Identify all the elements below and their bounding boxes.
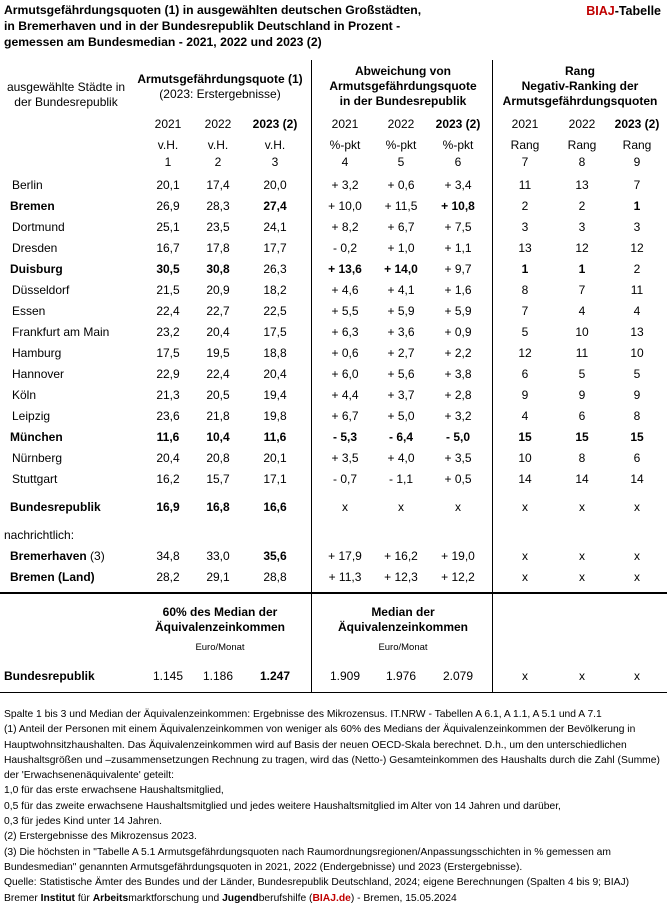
- table-cell: 11,6: [263, 430, 287, 444]
- table-cell: 22,5: [263, 304, 287, 318]
- table-cell: 26,9: [156, 199, 180, 213]
- table-cell: 19,4: [263, 388, 287, 402]
- table-cell: 4: [521, 409, 529, 423]
- table-cell: 20,1: [156, 178, 180, 192]
- table-cell: + 4,1: [387, 283, 415, 297]
- table-cell: + 10,8: [441, 199, 475, 213]
- table-cell: 1.976: [385, 669, 417, 683]
- table-cell: + 14,0: [384, 262, 418, 276]
- table-cell: 1.909: [329, 669, 361, 683]
- table-cell: + 11,3: [328, 570, 362, 584]
- table-cell: + 10,0: [328, 199, 362, 213]
- table-cell: 1: [521, 262, 529, 276]
- table-cell: 8: [521, 283, 529, 297]
- table-cell: 15: [630, 430, 644, 444]
- table-cell: 13: [518, 241, 532, 255]
- table-cell: x: [455, 500, 461, 514]
- year-header: 2022: [204, 117, 232, 131]
- table-cell: 20,4: [206, 325, 230, 339]
- table-cell: 35,6: [263, 549, 287, 563]
- column-number: 3: [271, 155, 279, 169]
- quote-group-header: Armutsgefährdungsquote (1) (2023: Erstergebnisse): [137, 72, 303, 101]
- table-cell: 17,8: [206, 241, 230, 255]
- table-cell: 13: [630, 325, 644, 339]
- table-cell: + 8,2: [331, 220, 359, 234]
- city-name: Duisburg: [10, 262, 63, 276]
- year-header: 2022: [568, 117, 596, 131]
- table-cell: 11: [518, 178, 532, 192]
- table-cell: + 0,5: [444, 472, 472, 486]
- table-cell: + 3,7: [387, 388, 415, 402]
- table-cell: + 4,6: [331, 283, 359, 297]
- table-cell: 22,9: [156, 367, 180, 381]
- table-cell: 11: [630, 283, 644, 297]
- table-cell: 5: [578, 367, 586, 381]
- table-cell: 1: [633, 199, 641, 213]
- table-cell: 15,7: [206, 472, 230, 486]
- table-cell: + 3,2: [331, 178, 359, 192]
- unit-header: v.H.: [157, 138, 179, 152]
- table-cell: 10: [518, 451, 532, 465]
- table-cell: 7: [521, 304, 529, 318]
- table-cell: 28,2: [156, 570, 180, 584]
- table-cell: x: [579, 549, 585, 563]
- divider-1: [311, 60, 312, 593]
- table-cell: 7: [633, 178, 641, 192]
- table-cell: + 3,6: [387, 325, 415, 339]
- column-number: 2: [214, 155, 222, 169]
- note-source-columns: Spalte 1 bis 3 und Median der Äquivalenzeinkommen: Ergebnisse des Mikrozensus. IT.NRW - Tabellen A 6.1, A 1.1, A 5.1 und A 7.1: [4, 709, 602, 720]
- table-cell: 11,6: [156, 430, 180, 444]
- table-cell: 3: [633, 220, 641, 234]
- table-cell: + 0,9: [444, 325, 472, 339]
- table-cell: 14: [630, 472, 644, 486]
- unit-header: Rang: [510, 138, 540, 152]
- table-cell: + 3,5: [331, 451, 359, 465]
- table-cell: 29,1: [206, 570, 230, 584]
- table-cell: + 2,7: [387, 346, 415, 360]
- publisher-line: Bremer Institut für Arbeitsmarktforschung und Jugendberufshilfe (BIAJ.de) - Bremen, 15.05.2024: [4, 892, 457, 904]
- city-name: Leipzig: [12, 409, 51, 423]
- column-number: 5: [397, 155, 405, 169]
- table-cell: - 0,7: [332, 472, 357, 486]
- section-divider: [0, 592, 667, 594]
- table-cell: + 6,0: [331, 367, 359, 381]
- table-cell: + 1,0: [387, 241, 415, 255]
- table-cell: 1.145: [152, 669, 184, 683]
- table-cell: 9: [521, 388, 529, 402]
- table-cell: + 12,3: [384, 570, 418, 584]
- city-name: Frankfurt am Main: [12, 325, 110, 339]
- table-cell: - 0,2: [332, 241, 357, 255]
- rank-group-header: Rang Negativ-Ranking der Armutsgefährdungsquoten: [502, 64, 658, 108]
- unit-header: Rang: [567, 138, 597, 152]
- table-cell: 6: [633, 451, 641, 465]
- year-header: 2022: [387, 117, 415, 131]
- brand-red: BIAJ: [586, 4, 615, 18]
- table-cell: 20,0: [263, 178, 287, 192]
- city-name: Stuttgart: [12, 472, 58, 486]
- column-number: 4: [341, 155, 349, 169]
- table-cell: 17,7: [263, 241, 287, 255]
- median-row-label: Bundesrepublik: [4, 669, 95, 683]
- city-name: Köln: [12, 388, 37, 402]
- table-cell: 18,8: [263, 346, 287, 360]
- table-cell: 10: [575, 325, 589, 339]
- biaj-link[interactable]: BIAJ.de: [312, 892, 351, 904]
- year-header: 2023 (2): [252, 117, 298, 131]
- table-cell: 2: [633, 262, 641, 276]
- table-cell: - 1,1: [388, 472, 413, 486]
- table-cell: 8: [578, 451, 586, 465]
- table-cell: + 11,5: [384, 199, 418, 213]
- table-cell: 9: [633, 388, 641, 402]
- title-line-1: Armutsgefährdungsquoten (1) in ausgewählten deutschen Großstädten,: [4, 3, 422, 17]
- divider-3: [311, 593, 312, 693]
- table-cell: 2.079: [442, 669, 474, 683]
- city-name: Essen: [12, 304, 46, 318]
- table-cell: + 3,4: [444, 178, 472, 192]
- table-cell: 17,5: [263, 325, 287, 339]
- bundesrepublik-label: Bundesrepublik: [10, 500, 101, 514]
- table-cell: 33,0: [206, 549, 230, 563]
- table-cell: 24,1: [263, 220, 287, 234]
- table-cell: + 0,6: [331, 346, 359, 360]
- table-title: [4, 2, 421, 50]
- table-cell: + 6,3: [331, 325, 359, 339]
- column-number: 7: [521, 155, 529, 169]
- table-cell: x: [579, 669, 585, 683]
- table-cell: 20,9: [206, 283, 230, 297]
- table-cell: + 12,2: [441, 570, 475, 584]
- table-cell: 13: [575, 178, 589, 192]
- table-cell: x: [522, 669, 528, 683]
- table-cell: + 19,0: [441, 549, 475, 563]
- table-cell: 12: [630, 241, 644, 255]
- year-header: 2021: [511, 117, 539, 131]
- table-cell: 6: [521, 367, 529, 381]
- biaj-brand-label: [586, 4, 661, 18]
- brand-black: -Tabelle: [614, 4, 661, 18]
- note-2: (2) Erstergebnisse des Mikrozensus 2023.: [4, 831, 197, 843]
- table-cell: 5: [521, 325, 529, 339]
- column-number: 6: [454, 155, 462, 169]
- unit-header: Rang: [622, 138, 652, 152]
- title-line-2: in Bremerhaven und in der Bundesrepublik Deutschland in Prozent -: [4, 19, 401, 33]
- table-cell: 20,8: [206, 451, 230, 465]
- extra-row-name: Bremen (Land): [10, 570, 95, 584]
- table-cell: x: [634, 500, 640, 514]
- table-cell: x: [634, 570, 640, 584]
- table-cell: - 5,0: [445, 430, 470, 444]
- note-1c: 0,3 für jedes Kind unter 14 Jahren.: [4, 816, 162, 828]
- city-column-header: ausgewählte Städte in der Bundesrepublik: [6, 80, 126, 109]
- table-cell: 9: [578, 388, 586, 402]
- column-number: 8: [578, 155, 586, 169]
- note-1: (1) Anteil der Personen mit einem Äquivalenzeinkommen von weniger als 60% des Medians der Äquivalenzeinkommen der Bevölkerung in Hauptwohnsitzhaushalten. Das Äquivalenzeinkommen wird auf Basis der neuen OECD-Skala berechnet. D.h., um den unterschiedlichen Haushaltsgrößen und –zusammensetzungen Rechnung zu tragen, wird das (Netto-) Gesamteinkommen des Haushalts durch die Zahl (Summe) der 'Erwachsenenäquivalente' geteilt:: [4, 724, 660, 782]
- table-cell: 22,7: [206, 304, 230, 318]
- unit-header: v.H.: [264, 138, 286, 152]
- table-cell: x: [634, 549, 640, 563]
- divider-4: [492, 593, 493, 693]
- note-source: Quelle: Statistische Ämter des Bundes und der Länder, Bundesrepublik Deutschland, 2024; eigene Berechnungen (Spalten 4 bis 9; BIAJ): [4, 877, 630, 889]
- table-bottom-border: [0, 692, 667, 693]
- table-cell: + 1,6: [444, 283, 472, 297]
- table-cell: 4: [633, 304, 641, 318]
- table-cell: 28,3: [206, 199, 230, 213]
- table-cell: 11: [575, 346, 589, 360]
- table-cell: 15: [575, 430, 589, 444]
- city-name: Berlin: [12, 178, 43, 192]
- table-cell: + 5,5: [331, 304, 359, 318]
- table-cell: 2: [578, 199, 586, 213]
- table-cell: x: [522, 570, 528, 584]
- table-cell: 1: [578, 262, 586, 276]
- table-cell: 23,2: [156, 325, 180, 339]
- table-cell: x: [579, 570, 585, 584]
- table-cell: x: [398, 500, 404, 514]
- table-cell: 17,1: [263, 472, 287, 486]
- table-cell: x: [342, 500, 348, 514]
- table-cell: + 0,6: [387, 178, 415, 192]
- city-name: Dresden: [12, 241, 58, 255]
- table-cell: 27,4: [263, 199, 287, 213]
- note-3: (3) Die höchsten in "Tabelle A 5.1 Armutsgefährdungsquoten nach Raumordnungsregionen/Anpassungsschichten in % gemessen am Bundesmedian" genannten Armutsgefährdungsquoten in 2021, 2022 (Endergebnisse) und 2023 (Erstergebnisse).: [4, 846, 611, 873]
- city-name: Dortmund: [12, 220, 65, 234]
- city-name: Nürnberg: [12, 451, 63, 465]
- extra-row-name: Bremerhaven (3): [10, 549, 105, 563]
- table-cell: 20,4: [263, 367, 287, 381]
- divider-2: [492, 60, 493, 593]
- year-header: 2021: [154, 117, 182, 131]
- table-cell: + 5,0: [387, 409, 415, 423]
- table-cell: 12: [518, 346, 532, 360]
- table-cell: 17,5: [156, 346, 180, 360]
- table-cell: - 5,3: [332, 430, 357, 444]
- table-cell: 18,2: [263, 283, 287, 297]
- table-cell: 25,1: [156, 220, 180, 234]
- table-cell: 3: [578, 220, 586, 234]
- footnotes: [4, 707, 664, 906]
- median60-header: 60% des Median der Äquivalenzeinkommen: [154, 605, 286, 634]
- median60-unit: Euro/Monat: [195, 642, 245, 653]
- table-cell: + 9,7: [444, 262, 472, 276]
- city-name: Hannover: [12, 367, 65, 381]
- table-cell: 16,9: [156, 500, 180, 514]
- table-cell: 16,7: [156, 241, 180, 255]
- city-name: Bremen: [10, 199, 55, 213]
- table-cell: + 5,9: [444, 304, 472, 318]
- table-cell: 22,4: [206, 367, 230, 381]
- table-cell: 3: [521, 220, 529, 234]
- table-cell: + 3,8: [444, 367, 472, 381]
- deviation-group-header: Abweichung von Armutsgefährdungsquote in der Bundesrepublik: [329, 64, 477, 108]
- year-header: 2021: [331, 117, 359, 131]
- table-cell: + 3,2: [444, 409, 472, 423]
- table-cell: + 2,8: [444, 388, 472, 402]
- table-cell: 1.186: [202, 669, 234, 683]
- median-header: Median der Äquivalenzeinkommen: [337, 605, 469, 634]
- table-cell: - 6,4: [388, 430, 413, 444]
- table-cell: 16,6: [263, 500, 287, 514]
- table-cell: 16,8: [206, 500, 230, 514]
- note-1b: 0,5 für das zweite erwachsene Haushaltsmitglied und jedes weitere Haushaltsmitglied im Alter von 14 Jahren und darüber,: [4, 800, 561, 812]
- table-cell: 23,5: [206, 220, 230, 234]
- table-cell: x: [634, 669, 640, 683]
- table-cell: x: [522, 549, 528, 563]
- table-cell: + 7,5: [444, 220, 472, 234]
- table-cell: 5: [633, 367, 641, 381]
- table-cell: 2: [521, 199, 529, 213]
- table-cell: 26,3: [263, 262, 287, 276]
- table-cell: 22,4: [156, 304, 180, 318]
- city-name: Düsseldorf: [12, 283, 70, 297]
- table-cell: 10,4: [206, 430, 230, 444]
- table-cell: 12: [575, 241, 589, 255]
- unit-header: %-pkt: [442, 138, 474, 152]
- column-number: 1: [164, 155, 172, 169]
- table-cell: + 6,7: [331, 409, 359, 423]
- table-cell: 30,5: [156, 262, 180, 276]
- table-cell: x: [579, 500, 585, 514]
- table-cell: + 5,6: [387, 367, 415, 381]
- table-cell: 20,4: [156, 451, 180, 465]
- table-cell: 10: [630, 346, 644, 360]
- table-cell: + 17,9: [328, 549, 362, 563]
- table-cell: 16,2: [156, 472, 180, 486]
- table-cell: 30,8: [206, 262, 230, 276]
- year-header: 2023 (2): [435, 117, 481, 131]
- table-cell: 1.247: [259, 669, 291, 683]
- median-unit: Euro/Monat: [378, 642, 428, 653]
- table-cell: 20,5: [206, 388, 230, 402]
- unit-header: %-pkt: [329, 138, 361, 152]
- city-name: München: [10, 430, 63, 444]
- unit-header: %-pkt: [385, 138, 417, 152]
- title-line-3: gemessen am Bundesmedian - 2021, 2022 und 2023 (2): [4, 35, 322, 49]
- unit-header: v.H.: [207, 138, 229, 152]
- table-cell: 23,6: [156, 409, 180, 423]
- table-cell: 7: [578, 283, 586, 297]
- table-cell: 15: [518, 430, 532, 444]
- table-cell: + 2,2: [444, 346, 472, 360]
- table-cell: 21,3: [156, 388, 180, 402]
- table-cell: 28,8: [263, 570, 287, 584]
- table-cell: 8: [633, 409, 641, 423]
- column-number: 9: [633, 155, 641, 169]
- nachrichtlich-label: nachrichtlich:: [4, 528, 75, 542]
- table-cell: 20,1: [263, 451, 287, 465]
- table-cell: 19,5: [206, 346, 230, 360]
- table-cell: x: [522, 500, 528, 514]
- table-cell: + 4,4: [331, 388, 359, 402]
- table-cell: + 16,2: [384, 549, 418, 563]
- table-cell: 34,8: [156, 549, 180, 563]
- table-cell: 19,8: [263, 409, 287, 423]
- table-cell: 21,8: [206, 409, 230, 423]
- city-name: Hamburg: [12, 346, 62, 360]
- table-cell: + 3,5: [444, 451, 472, 465]
- table-cell: + 6,7: [387, 220, 415, 234]
- table-cell: 14: [518, 472, 532, 486]
- table-cell: 6: [578, 409, 586, 423]
- note-1a: 1,0 für das erste erwachsene Haushaltsmitglied,: [4, 785, 224, 797]
- table-cell: 4: [578, 304, 586, 318]
- table-cell: + 4,0: [387, 451, 415, 465]
- table-cell: + 5,9: [387, 304, 415, 318]
- table-cell: 17,4: [206, 178, 230, 192]
- table-cell: 14: [575, 472, 589, 486]
- table-cell: 21,5: [156, 283, 180, 297]
- table-cell: + 13,6: [328, 262, 362, 276]
- year-header: 2023 (2): [614, 117, 660, 131]
- table-cell: + 1,1: [444, 241, 472, 255]
